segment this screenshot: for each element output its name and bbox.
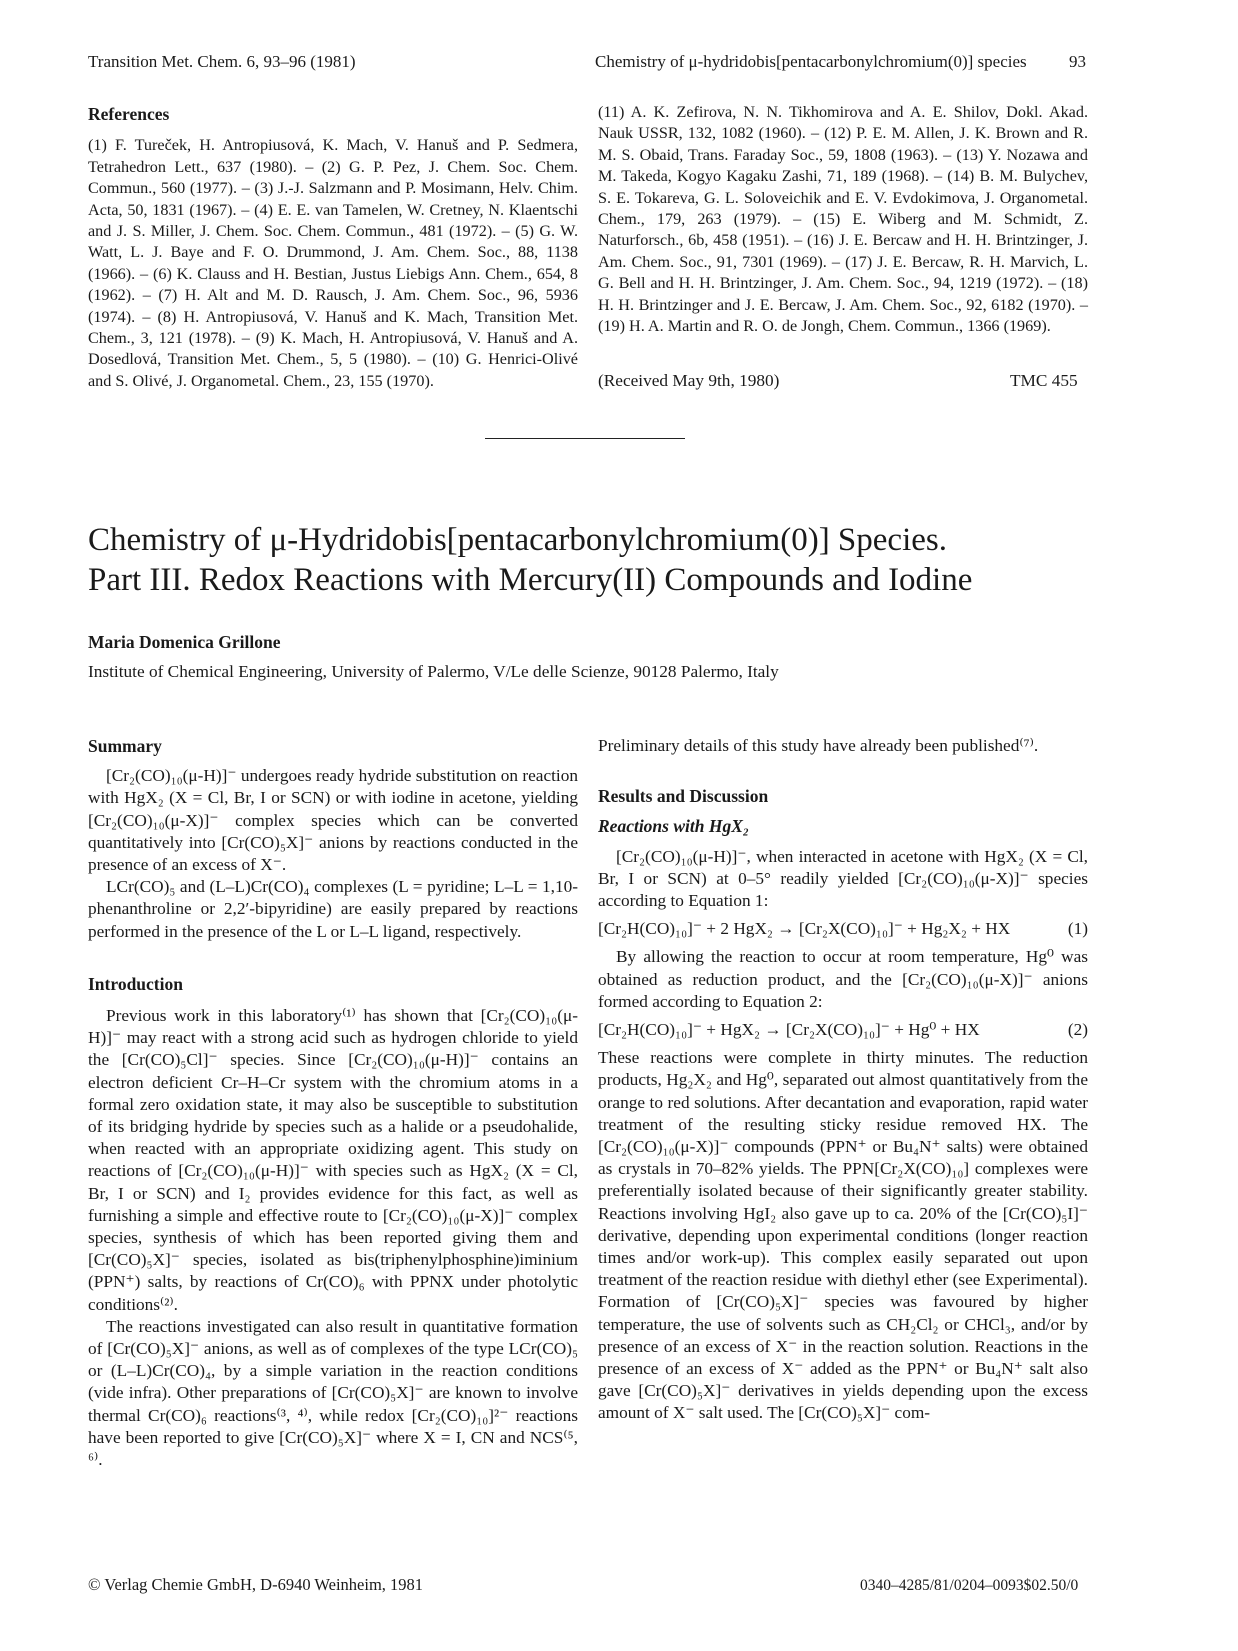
references-heading: References [88, 104, 170, 124]
running-title: Chemistry of μ-hydridobis[pentacarbonylchromium(0)] species [595, 52, 1027, 71]
equation-1-expression: [Cr₂H(CO)₁₀]⁻ + 2 HgX₂ → [Cr₂X(CO)₁₀]⁻ + Hg₂X₂ + HX [598, 919, 1011, 939]
publisher-footer: © Verlag Chemie GmbH, D-6940 Weinheim, 1981 [88, 1575, 424, 1594]
journal-citation: Transition Met. Chem. 6, 93–96 (1981) [88, 52, 356, 71]
results-heading: Results and Discussion [598, 786, 769, 807]
tmc-number: TMC 455 [1010, 371, 1078, 390]
references-list-left: (1) F. Tureček, H. Antropiusová, K. Mach, V. Hanuš and P. Sedmera, Tetrahedron Lett., 637 (1980). – (2) G. P. Pez, J. Chem. Soc. Chem. Commun., 560 (1977). – (3) J.-J. Salzmann and P. Mosimann, Helv. Chim. Acta, 50, 1831 (1967). – (4) E. E. van Tamelen, W. Cretney, N. Klaentschi and J. S. Miller, J. Chem. Soc. Chem. Commun., 481 (1972). – (5) G. W. Watt, L. J. Baye and F. O. Drummond, J. Am. Chem. Soc., 88, 1138 (1966). – (6) K. Clauss and H. Bestian, Justus Liebigs Ann. Chem., 654, 8 (1962). – (7) H. Alt and M. D. Rausch, J. Am. Chem. Soc., 96, 5936 (1974). – (8) H. Antropiusová, V. Hanuš and K. Mach, Transition Met. Chem., 3, 121 (1978). – (9) K. Mach, H. Antropiusová, V. Hanuš and A. Dosedlová, Transition Met. Chem., 5, 5 (1980). – (10) G. Henrici-Olivé and S. Olivé, J. Organometal. Chem., 23, 155 (1970). [88, 136, 578, 390]
article-code: 0340–4285/81/0204–0093$02.50/0 [860, 1577, 1079, 1594]
references-left-column [88, 104, 578, 392]
author-affiliation: Institute of Chemical Engineering, University of Palermo, V/Le delle Scienze, 90128 Palermo, Italy [88, 662, 779, 681]
summary-paragraph-2: LCr(CO)₅ and (L–L)Cr(CO)₄ complexes (L = pyridine; L–L = 1,10-phenanthroline or 2,2′-bipyridine) are easily prepared by reactions performed in the presence of the L or L–L ligand, respectively. [88, 877, 578, 941]
equation-2-expression: [Cr₂H(CO)₁₀]⁻ + HgX₂ → [Cr₂X(CO)₁₀]⁻ + Hg⁰ + HX [598, 1020, 980, 1040]
title-line-1: Chemistry of μ-Hydridobis[pentacarbonylchromium(0)] Species. [88, 522, 947, 558]
results-paragraph-3: These reactions were complete in thirty minutes. The reduction products, Hg₂X₂ and Hg⁰, separated out almost quantitatively from the orange to red solutions. After decantation and evaporation, rapid water treatment of the resulting sticky residue removed HX. The [Cr₂(CO)₁₀(μ-X)]⁻ compounds (PPN⁺ or Bu₄N⁺ salts) were obtained as crystals in 70–82% yields. The PPN[Cr₂X(CO)₁₀] complexes were preferentially isolated because of their significantly greater stability. Reactions involving HgI₂ also gave up to ca. 20% of the [Cr(CO)₅I]⁻ derivative, depending upon experimental conditions (longer reaction times and/or work-up). This complex easily separated out upon treatment of the reaction residue with diethyl ether (see Experimental). Formation of [Cr(CO)₅X]⁻ species was favoured by higher temperature, the use of solvents such as CH₂Cl₂ or CHCl₃, and/or by presence of an excess of X⁻ in the reaction solution. Reactions in the presence of an excess of X⁻ added as the PPN⁺ or Bu₄N⁺ salt also gave [Cr(CO)₅X]⁻ derivatives in yields depending upon the excess amount of X⁻ salt used. The [Cr(CO)₅X]⁻ com- [598, 1048, 1088, 1423]
introduction-heading: Introduction [88, 973, 183, 994]
summary-heading: Summary [88, 736, 162, 756]
received-date: (Received May 9th, 1980) [598, 371, 780, 390]
author-name: Maria Domenica Grillone [88, 632, 281, 652]
equation-1-number: (1) [1067, 919, 1088, 939]
body-left-column [88, 735, 578, 1471]
body-right-column [598, 735, 1088, 1425]
equation-1 [598, 918, 1088, 940]
page-number: 93 [1069, 52, 1086, 71]
preliminary-paragraph: Preliminary details of this study have already been published⁽⁷⁾. [598, 736, 1039, 755]
article-divider [485, 438, 685, 439]
introduction-paragraph-1: Previous work in this laboratory⁽¹⁾ has shown that [Cr₂(CO)₁₀(μ-H)]⁻ may react with a strong acid such as hydrogen chloride to yield the [Cr(CO)₅Cl]⁻ species. Since [Cr₂(CO)₁₀(μ-H)]⁻ contains an electron deficient Cr–H–Cr system with the chromium atoms in a formal zero oxidation state, it may also be susceptible to substitution of its bridging hydride by species such as a halide or a pseudohalide, when reacted with an appropriate oxidizing agent. This study on reactions of [Cr₂(CO)₁₀(μ-H)]⁻ with species such as HgX₂ (X = Cl, Br, I or SCN) and I₂ provides evidence for this fact, as well as furnishing a simple and effective route to [Cr₂(CO)₁₀(μ-X)]⁻ complex species, synthesis of which has been reported giving them and [Cr(CO)₅X]⁻ species, isolated as bis(triphenylphosphine)iminium (PPN⁺) salts, by reactions of Cr(CO)₆ with PPNX under photolytic conditions⁽²⁾. [88, 1006, 578, 1314]
references-list-right: (11) A. K. Zefirova, N. N. Tikhomirova and A. E. Shilov, Dokl. Akad. Nauk USSR, 132, 1082 (1960). – (12) P. E. M. Allen, J. K. Brown and R. M. S. Obaid, Trans. Faraday Soc., 59, 1808 (1963). – (13) Y. Nozawa and M. Takeda, Kogyo Kagaku Zashi, 71, 189 (1968). – (14) B. M. Bulychev, S. E. Tokareva, G. L. Soloveichik and E. V. Evdokimova, J. Organometal. Chem., 179, 263 (1979). – (15) E. Wiberg and M. Schmidt, Z. Naturforsch., 6b, 458 (1951). – (16) J. E. Bercaw and H. H. Brintzinger, J. Am. Chem. Soc., 91, 7301 (1969). – (17) J. E. Bercaw, R. H. Marvich, L. G. Bell and H. H. Brintzinger, J. Am. Chem. Soc., 94, 1219 (1972). – (18) H. H. Brintzinger and J. E. Bercaw, J. Am. Chem. Soc., 92, 6182 (1970). – (19) H. A. Martin and R. O. de Jongh, Chem. Commun., 1366 (1969). [598, 103, 1088, 336]
references-right-column [598, 102, 1088, 337]
title-line-2: Part III. Redox Reactions with Mercury(II) Compounds and Iodine [88, 562, 973, 598]
results-paragraph-1: [Cr₂(CO)₁₀(μ-H)]⁻, when interacted in acetone with HgX₂ (X = Cl, Br, I or SCN) at 0–5° readily yielded [Cr₂(CO)₁₀(μ-X)]⁻ species according to Equation 1: [598, 846, 1088, 911]
results-subheading: Reactions with HgX₂ [598, 816, 749, 837]
equation-2-number: (2) [1067, 1020, 1088, 1040]
equation-2 [598, 1019, 1088, 1041]
article-title [88, 520, 1168, 600]
introduction-paragraph-2: The reactions investigated can also result in quantitative formation of [Cr(CO)₅X]⁻ anions, as well as of complexes of the type LCr(CO)₅ or (L–L)Cr(CO)₄, by a simple variation in the reaction conditions (vide infra). Other preparations of [Cr(CO)₅X]⁻ are known to involve thermal Cr(CO)₆ reactions⁽³, ⁴⁾, while redox [Cr₂(CO)₁₀]²⁻ reactions have been reported to give [Cr(CO)₅X]⁻ where X = I, CN and NCS⁽⁵, ⁶⁾. [88, 1316, 578, 1470]
results-paragraph-2: By allowing the reaction to occur at room temperature, Hg⁰ was obtained as reduction product, and the [Cr₂(CO)₁₀(μ-X)]⁻ anions formed according to Equation 2: [598, 947, 1088, 1011]
summary-paragraph-1: [Cr₂(CO)₁₀(μ-H)]⁻ undergoes ready hydride substitution on reaction with HgX₂ (X = Cl, Br, I or SCN) or with iodine in acetone, yielding [Cr₂(CO)₁₀(μ-X)]⁻ complex species which can be converted quantitatively into [Cr(CO)₅X]⁻ anions by reactions conducted in the presence of an excess of X⁻. [88, 766, 578, 875]
